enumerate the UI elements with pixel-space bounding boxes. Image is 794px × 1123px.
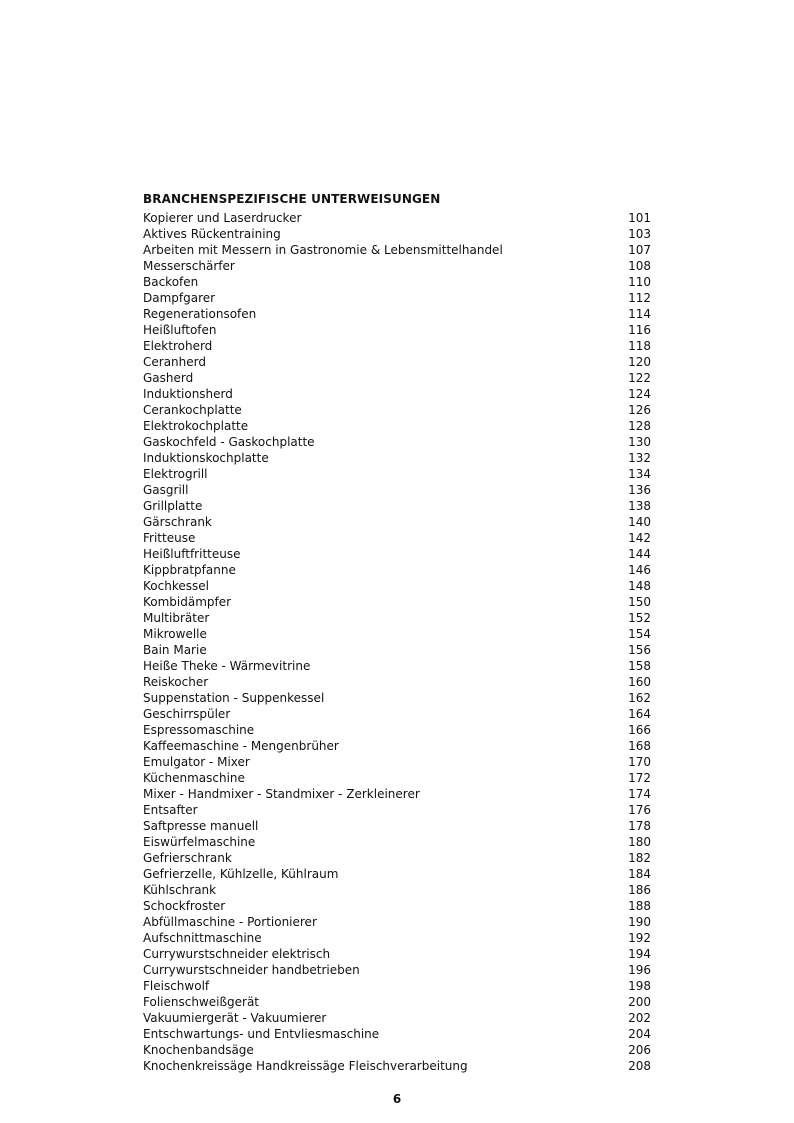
toc-entry-title: Folienschweißgerät — [143, 995, 260, 1009]
toc-entry-page: 126 — [628, 403, 651, 417]
toc-entry — [143, 418, 651, 434]
toc-entry-page: 184 — [628, 867, 651, 881]
toc-entry-title: Elektrogrill — [143, 467, 208, 481]
toc-entry — [143, 450, 651, 466]
toc-entry — [143, 338, 651, 354]
toc-entry — [143, 626, 651, 642]
toc-entry-title: Kombidämpfer — [143, 595, 232, 609]
toc-entry-title: Gaskochfeld - Gaskochplatte — [143, 435, 315, 449]
toc-entry-title: Elektrokochplatte — [143, 419, 249, 433]
toc-entry — [143, 482, 651, 498]
toc-entry — [143, 674, 651, 690]
toc-entry-title: Bain Marie — [143, 643, 207, 657]
toc-entry-title: Eiswürfelmaschine — [143, 835, 256, 849]
toc-entry-page: 174 — [628, 787, 651, 801]
toc-entry-page: 196 — [628, 963, 651, 977]
toc-entry-page: 170 — [628, 755, 651, 769]
toc-entry-page: 144 — [628, 547, 651, 561]
toc-entry-page: 110 — [628, 275, 651, 289]
toc-entry — [143, 466, 651, 482]
toc-entry-page: 132 — [628, 451, 651, 465]
toc-entry — [143, 1026, 651, 1042]
toc-entry — [143, 322, 651, 338]
toc-entry-page: 192 — [628, 931, 651, 945]
toc-entry — [143, 882, 651, 898]
toc-entry-title: Aufschnittmaschine — [143, 931, 262, 945]
toc-entry — [143, 738, 651, 754]
toc-entry-title: Gefrierschrank — [143, 851, 232, 865]
toc-entry-title: Dampfgarer — [143, 291, 216, 305]
toc-entry — [143, 434, 651, 450]
toc-entry-title: Küchenmaschine — [143, 771, 245, 785]
toc-entry — [143, 242, 651, 258]
toc-entry — [143, 978, 651, 994]
toc-entry-page: 168 — [628, 739, 651, 753]
toc-entry-page: 182 — [628, 851, 651, 865]
toc-entry-page: 162 — [628, 691, 651, 705]
toc-entry — [143, 386, 651, 402]
toc-entry — [143, 754, 651, 770]
toc-entry — [143, 786, 651, 802]
toc-entry — [143, 594, 651, 610]
toc-entry-page: 166 — [628, 723, 651, 737]
toc-entry-title: Schockfroster — [143, 899, 226, 913]
toc-entry-page: 101 — [628, 211, 651, 225]
toc-entry-title: Kopierer und Laserdrucker — [143, 211, 302, 225]
toc-entry-page: 148 — [628, 579, 651, 593]
toc-entry-page: 114 — [628, 307, 651, 321]
toc-entry — [143, 354, 651, 370]
toc-entry-page: 138 — [628, 499, 651, 513]
toc-entry-title: Reiskocher — [143, 675, 209, 689]
page-number: 6 — [392, 1092, 402, 1106]
toc-entry-title: Gasgrill — [143, 483, 189, 497]
toc-entry-title: Gasherd — [143, 371, 194, 385]
toc-entry-page: 146 — [628, 563, 651, 577]
toc-entry — [143, 274, 651, 290]
toc-entry — [143, 898, 651, 914]
toc-entry-title: Aktives Rückentraining — [143, 227, 281, 241]
toc-entry-title: Mixer - Handmixer - Standmixer - Zerkleinerer — [143, 787, 420, 801]
toc-entry — [143, 1058, 651, 1074]
toc-entry-title: Arbeiten mit Messern in Gastronomie & Lebensmittelhandel — [143, 243, 503, 257]
toc-entry-title: Kaffeemaschine - Mengenbrüher — [143, 739, 339, 753]
toc-entry — [143, 818, 651, 834]
section-heading: BRANCHENSPEZIFISCHE UNTERWEISUNGEN — [143, 192, 441, 206]
toc-entry — [143, 514, 651, 530]
toc-entry-page: 178 — [628, 819, 651, 833]
toc-entry-page: 136 — [628, 483, 651, 497]
toc-entry — [143, 258, 651, 274]
toc-entry-page: 158 — [628, 659, 651, 673]
toc-entry — [143, 770, 651, 786]
toc-entry-title: Heißluftfritteuse — [143, 547, 241, 561]
toc-entry-title: Kühlschrank — [143, 883, 217, 897]
toc-entry-page: 108 — [628, 259, 651, 273]
toc-entry-title: Currywurstschneider elektrisch — [143, 947, 331, 961]
toc-entry-page: 154 — [628, 627, 651, 641]
toc-entry — [143, 1010, 651, 1026]
toc-entry — [143, 562, 651, 578]
toc-entry-title: Ceranherd — [143, 355, 206, 369]
toc-entry — [143, 226, 651, 242]
toc-entry-title: Suppenstation - Suppenkessel — [143, 691, 325, 705]
toc-entry-page: 122 — [628, 371, 651, 385]
toc-entry-title: Currywurstschneider handbetrieben — [143, 963, 360, 977]
toc-entry-page: 120 — [628, 355, 651, 369]
toc-entry-title: Heiße Theke - Wärmevitrine — [143, 659, 311, 673]
toc-entry — [143, 530, 651, 546]
toc-entry-title: Entschwartungs- und Entvliesmaschine — [143, 1027, 380, 1041]
toc-entry — [143, 210, 651, 226]
toc-entry-page: 164 — [628, 707, 651, 721]
toc-entry-page: 130 — [628, 435, 651, 449]
toc-entry — [143, 370, 651, 386]
toc-entry-page: 172 — [628, 771, 651, 785]
toc-entry-title: Espressomaschine — [143, 723, 255, 737]
toc-entry-page: 194 — [628, 947, 651, 961]
toc-entry-title: Messerschärfer — [143, 259, 235, 273]
toc-entry — [143, 306, 651, 322]
toc-entry-title: Knochenkreissäge Handkreissäge Fleischverarbeitung — [143, 1059, 468, 1073]
toc-entry-title: Knochenbandsäge — [143, 1043, 254, 1057]
toc-entry-title: Mikrowelle — [143, 627, 207, 641]
toc-entry — [143, 994, 651, 1010]
toc-entry — [143, 642, 651, 658]
toc-entry — [143, 658, 651, 674]
toc-entry-title: Fritteuse — [143, 531, 196, 545]
toc-entry-title: Gefrierzelle, Kühlzelle, Kühlraum — [143, 867, 339, 881]
toc-entry-page: 142 — [628, 531, 651, 545]
toc-entry-page: 198 — [628, 979, 651, 993]
toc-entry-title: Emulgator - Mixer — [143, 755, 250, 769]
toc-entry — [143, 802, 651, 818]
toc-entry-page: 107 — [628, 243, 651, 257]
toc-entry-title: Geschirrspüler — [143, 707, 231, 721]
toc-entry-title: Saftpresse manuell — [143, 819, 259, 833]
toc-entry-title: Fleischwolf — [143, 979, 210, 993]
toc-entry — [143, 962, 651, 978]
toc-entry — [143, 850, 651, 866]
toc-entry — [143, 946, 651, 962]
toc-entry-title: Regenerationsofen — [143, 307, 257, 321]
toc-entry-title: Elektroherd — [143, 339, 213, 353]
toc-entry-title: Abfüllmaschine - Portionierer — [143, 915, 317, 929]
toc-entry-page: 190 — [628, 915, 651, 929]
toc-entry — [143, 498, 651, 514]
toc-entry-page: 134 — [628, 467, 651, 481]
toc-entry-title: Vakuumiergerät - Vakuumierer — [143, 1011, 327, 1025]
toc-entry-title: Cerankochplatte — [143, 403, 242, 417]
toc-entry-title: Induktionsherd — [143, 387, 233, 401]
toc-entry — [143, 722, 651, 738]
toc-entry — [143, 402, 651, 418]
toc-entry-title: Entsafter — [143, 803, 198, 817]
toc-entry-page: 208 — [628, 1059, 651, 1073]
toc-entry-title: Backofen — [143, 275, 199, 289]
table-of-contents — [143, 210, 651, 1074]
toc-entry — [143, 546, 651, 562]
toc-entry-page: 128 — [628, 419, 651, 433]
toc-entry-title: Grillplatte — [143, 499, 203, 513]
toc-entry-page: 206 — [628, 1043, 651, 1057]
toc-entry-title: Heißluftofen — [143, 323, 217, 337]
toc-entry-page: 112 — [628, 291, 651, 305]
toc-entry-page: 160 — [628, 675, 651, 689]
toc-entry-page: 200 — [628, 995, 651, 1009]
toc-entry-page: 202 — [628, 1011, 651, 1025]
toc-entry — [143, 290, 651, 306]
toc-entry-page: 152 — [628, 611, 651, 625]
toc-entry — [143, 914, 651, 930]
toc-entry-page: 150 — [628, 595, 651, 609]
toc-entry — [143, 610, 651, 626]
toc-entry-page: 103 — [628, 227, 651, 241]
toc-entry-page: 118 — [628, 339, 651, 353]
toc-entry — [143, 930, 651, 946]
toc-entry-title: Kippbratpfanne — [143, 563, 236, 577]
toc-entry — [143, 866, 651, 882]
toc-entry-title: Multibräter — [143, 611, 210, 625]
toc-entry-page: 124 — [628, 387, 651, 401]
toc-entry — [143, 706, 651, 722]
toc-entry-page: 140 — [628, 515, 651, 529]
toc-entry-page: 116 — [628, 323, 651, 337]
toc-entry — [143, 1042, 651, 1058]
toc-entry-page: 176 — [628, 803, 651, 817]
toc-entry-title: Kochkessel — [143, 579, 209, 593]
toc-entry-page: 204 — [628, 1027, 651, 1041]
toc-entry — [143, 690, 651, 706]
toc-entry-title: Induktionskochplatte — [143, 451, 269, 465]
toc-entry — [143, 834, 651, 850]
toc-entry-page: 188 — [628, 899, 651, 913]
toc-entry-page: 156 — [628, 643, 651, 657]
toc-entry-page: 180 — [628, 835, 651, 849]
toc-entry — [143, 578, 651, 594]
toc-entry-page: 186 — [628, 883, 651, 897]
toc-entry-title: Gärschrank — [143, 515, 212, 529]
